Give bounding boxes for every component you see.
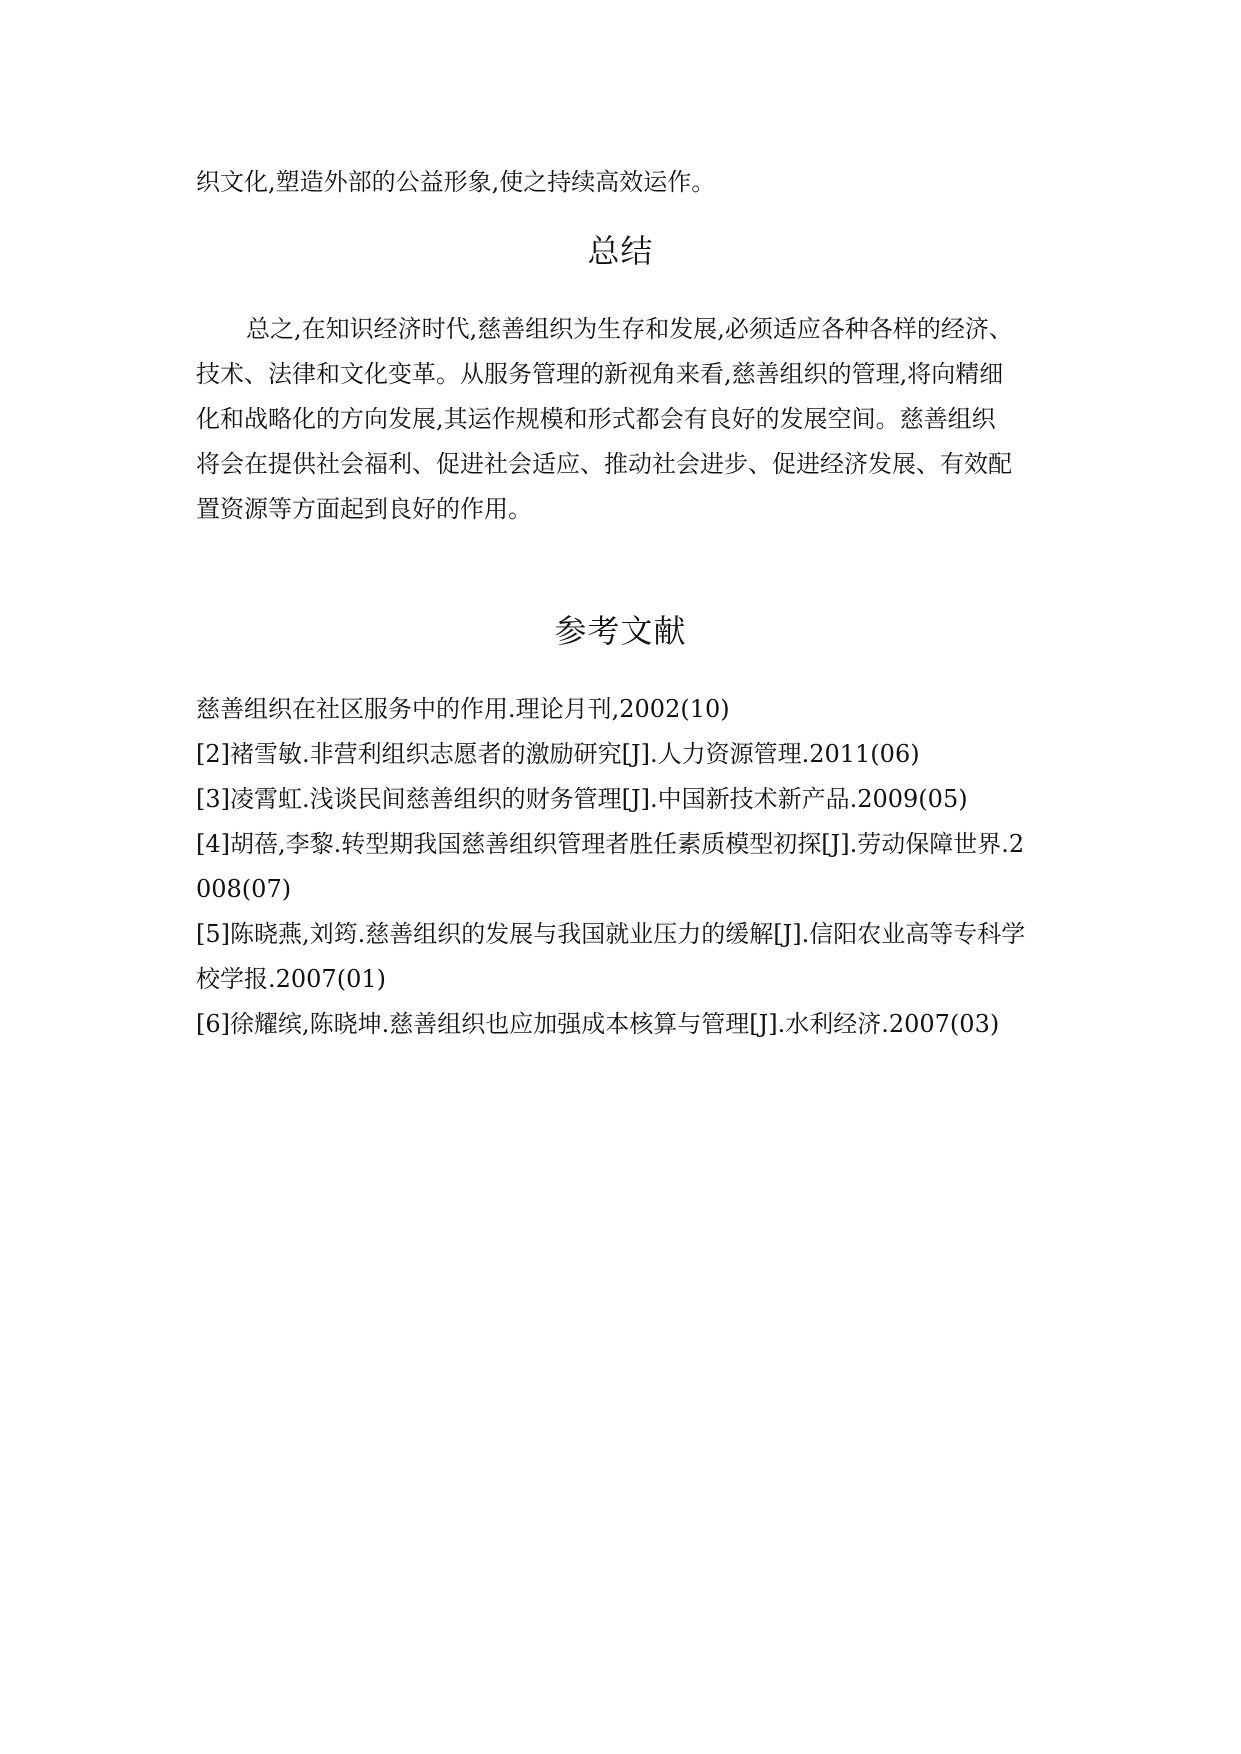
summary-heading: 总结 [587,232,654,270]
summary-line: 技术、法律和文化变革。从服务管理的新视角来看,慈善组织的管理,将向精细 [196,360,1004,388]
summary-line: 将会在提供社会福利、促进社会适应、推动社会进步、促进经济发展、有效配 [196,450,1012,478]
summary-line: 总之,在知识经济时代,慈善组织为生存和发展,必须适应各种各样的经济、 [246,315,1013,343]
summary-line: 置资源等方面起到良好的作用。 [196,495,532,523]
reference-item: [6]徐耀缤,陈晓坤.慈善组织也应加强成本核算与管理[J].水利经济.2007(03) [196,1010,1000,1038]
reference-item: [3]凌霄虹.浅谈民间慈善组织的财务管理[J].中国新技术新产品.2009(05) [196,785,968,813]
reference-item-continuation: 008(07) [196,875,292,903]
reference-item: [4]胡蓓,李黎.转型期我国慈善组织管理者胜任素质模型初探[J].劳动保障世界.2 [196,830,1025,858]
references-heading: 参考文献 [554,612,687,650]
reference-item-continuation: 校学报.2007(01) [196,965,386,993]
carryover-paragraph-line: 织文化,塑造外部的公益形象,使之持续高效运作。 [196,168,716,196]
reference-item: 慈善组织在社区服务中的作用.理论月刊,2002(10) [196,695,730,723]
reference-item: [2]褚雪敏.非营利组织志愿者的激励研究[J].人力资源管理.2011(06) [196,740,920,768]
reference-item: [5]陈晓燕,刘筠.慈善组织的发展与我国就业压力的缓解[J].信阳农业高等专科学 [196,920,1026,948]
summary-line: 化和战略化的方向发展,其运作规模和形式都会有良好的发展空间。慈善组织 [196,405,996,433]
